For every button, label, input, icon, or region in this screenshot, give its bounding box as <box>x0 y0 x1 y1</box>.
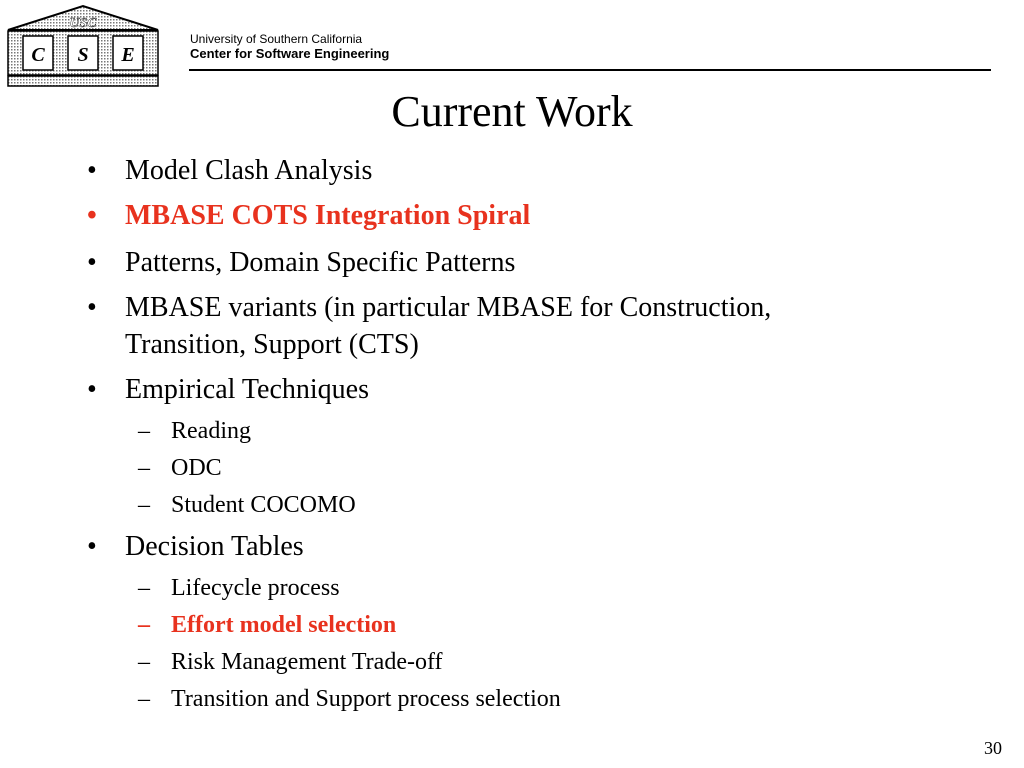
sub-item-text: Student COCOMO <box>171 492 356 518</box>
sub-item-text: Transition and Support process selection <box>171 686 561 712</box>
svg-text:USC: USC <box>69 16 97 31</box>
list-item-text: Empirical Techniques <box>125 374 370 405</box>
dash-marker: – <box>138 649 150 675</box>
sub-item-text: ODC <box>171 455 222 481</box>
svg-text:E: E <box>121 44 135 66</box>
list-item-text-line2: Transition, Support (CTS) <box>125 329 419 360</box>
bullet-marker: • <box>87 200 97 231</box>
bullet-marker: • <box>87 292 97 323</box>
usc-cse-logo <box>2 4 164 88</box>
bullet-marker: • <box>87 374 97 405</box>
bullet-marker: • <box>87 531 97 562</box>
svg-text:S: S <box>77 44 89 66</box>
list-item-text: MBASE COTS Integration Spiral <box>125 200 531 231</box>
header-divider <box>189 69 991 71</box>
bullet-marker: • <box>87 155 97 186</box>
svg-text:C: C <box>31 44 45 66</box>
list-item-text-line1: MBASE variants (in particular MBASE for Construction, <box>125 292 772 323</box>
dash-marker: – <box>138 418 150 444</box>
page-number: 30 <box>984 738 1002 758</box>
sub-item-text: Effort model selection <box>171 612 397 638</box>
sub-item-text: Risk Management Trade-off <box>171 649 443 675</box>
dash-marker: – <box>138 575 150 601</box>
dash-marker: – <box>138 612 150 638</box>
sub-item-text: Lifecycle process <box>171 575 340 601</box>
bullet-marker: • <box>87 247 97 278</box>
slide-title: Current Work <box>391 87 633 136</box>
institution-name: University of Southern California <box>190 32 363 46</box>
dash-marker: – <box>138 686 150 712</box>
list-item-text: Decision Tables <box>125 531 304 562</box>
center-name: Center for Software Engineering <box>190 46 390 61</box>
sub-item-text: Reading <box>171 418 251 444</box>
dash-marker: – <box>138 455 150 481</box>
list-item-text: Patterns, Domain Specific Patterns <box>125 247 516 278</box>
dash-marker: – <box>138 492 150 518</box>
list-item-text: Model Clash Analysis <box>125 155 373 186</box>
